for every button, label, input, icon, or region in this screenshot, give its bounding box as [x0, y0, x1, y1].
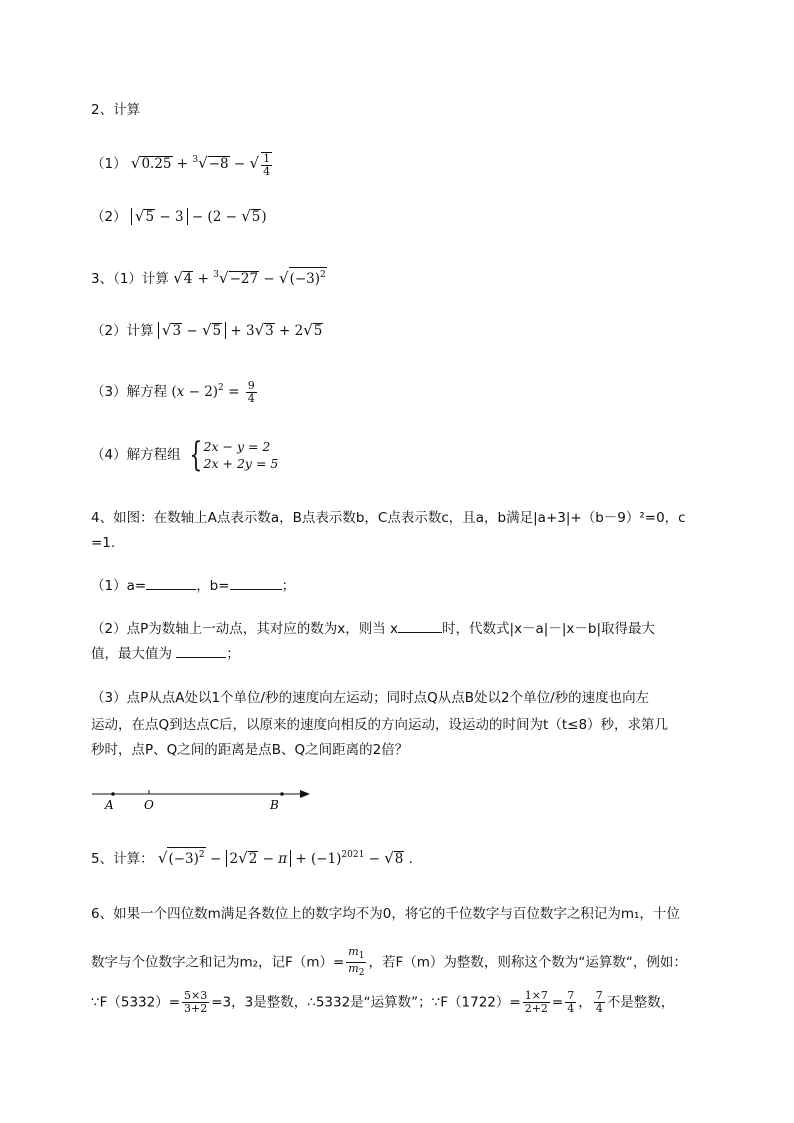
fraction-m1-m2: $\frac{m_1}{m_2}$ — [348, 945, 365, 978]
system-eq2: 2x + 2y = 5 — [203, 456, 279, 471]
q4-line2: =1. — [91, 535, 116, 551]
q2-part2 — [91, 206, 267, 227]
answer-blank-x[interactable] — [398, 620, 442, 633]
point-b-dot — [280, 792, 284, 796]
q6-line3: ∵F（5332）= $\frac{5\times 3}{3+2}$ =3，3是整数，∴5332是“运算数”；∵F（1722）= $\frac{1\times 7}{2+2}$ = $\frac{7}{4}$ ， $\frac{7}{4}$ 不是整数， — [91, 989, 675, 1015]
answer-blank-a[interactable] — [146, 577, 196, 590]
q4-part2-a: （2）点P为数轴上一动点，其对应的数为x，则当 x — [91, 621, 398, 637]
number-line-figure — [90, 784, 320, 812]
q5-prefix: 5、计算： — [91, 851, 154, 867]
q2-part2-label: （2） — [91, 209, 127, 225]
q6-line2-b: ，若F（m）为整数，则称这个数为“运算数“，例如： — [368, 954, 687, 971]
q3-part2-prefix: （2）计算 — [91, 323, 154, 339]
q2-part1-label: （1） — [91, 156, 127, 172]
answer-blank-max[interactable] — [176, 645, 226, 658]
q4-part3-line1: （3）点P从点A处以1个单位/秒的速度向左运动；同时点Q从点B处以2个单位/秒的速度也向左 — [91, 690, 650, 706]
answer-blank-b[interactable] — [230, 577, 282, 590]
fraction-7-4: $\frac{7}{4}$ — [567, 989, 575, 1015]
q3-part2-expr: √3 − √5 + 3√3 + 2√5 — [158, 323, 324, 339]
q4-part2-line1 — [91, 619, 655, 639]
q4-part2-b: 时，代数式|x－a|－|x－b|取得最大 — [442, 621, 656, 637]
q4-part1-b: ，b= — [196, 578, 230, 594]
q4-part1 — [91, 576, 295, 596]
q4-part1-end: ； — [281, 578, 296, 594]
q5-end: . — [408, 851, 413, 867]
q3-part1-expr: $√4 + ^3√-27 - √(-3)^2$ — [173, 269, 326, 287]
axis-label-b: B — [270, 798, 279, 812]
axis-label-o: O — [144, 798, 154, 812]
q3-part1-prefix: 3、（1）计算 — [91, 271, 169, 287]
brace-icon: { — [189, 435, 203, 475]
fraction-1722: $\frac{1\times 7}{2+2}$ — [524, 989, 548, 1015]
q6-line2-a: 数字与个位数字之和记为m₂，记F（m）= — [91, 954, 345, 971]
q3-part2 — [91, 320, 323, 341]
fraction-5332: $\frac{5\times 3}{3+2}$ — [184, 989, 208, 1015]
q6-line3-b: =3，3是整数，∴5332是“运算数”；∵F（1722）= — [211, 994, 521, 1011]
q3-part4-prefix: （4）解方程组 — [91, 447, 181, 463]
q4-line1: 4、如图：在数轴上A点表示数a，B点表示数b，C点表示数c，且a，b满足|a+3|+（b－9）²=0，c — [91, 510, 686, 526]
q2-part1-expr: √0.25 + $^3$√−8 − √ $\frac{1}{4}$ — [130, 151, 271, 178]
q6-line2 — [91, 946, 687, 979]
q3-part4 — [91, 435, 279, 475]
q3-part3-prefix: （3）解方程 — [91, 384, 168, 400]
arrow-icon — [300, 790, 310, 798]
axis-label-a: A — [105, 798, 114, 812]
q4-part2-end: ； — [226, 646, 240, 662]
q6-line1: 6、如果一个四位数m满足各数位上的数字均不为0，将它的千位数字与百位数字之积记为m₁，十位 — [91, 906, 680, 922]
q4-part2-c: 值，最大值为 — [91, 646, 172, 662]
point-a-dot — [111, 792, 115, 796]
q6-line3-c: ， — [578, 994, 592, 1011]
q5-expr: $√(-3)^2 - 2√2 - \pi + (-1)^{2021} - √8$ — [157, 849, 404, 867]
equation-system — [185, 435, 279, 475]
q4-part3-line2: 运动，在点Q到达点C后，以原来的速度向相反的方向运动，设运动的时间为t（t≤8）秒，求第几 — [91, 717, 669, 733]
q3-part3-expr: $(x - 2)^2$ = $\frac{9}{4}$ — [171, 379, 255, 405]
q5 — [91, 845, 413, 869]
q2-part1 — [91, 150, 274, 178]
q6-line3-d: 不是整数， — [606, 994, 675, 1011]
q3-part1 — [91, 265, 327, 289]
q4-part3-line3: 秒时，点P、Q之间的距离是点B、Q之间距离的2倍？ — [91, 742, 409, 758]
q6-line3-a: ∵F（5332）= — [91, 994, 181, 1011]
system-eq1: 2x − y = 2 — [203, 439, 271, 454]
q4-part1-a: （1）a= — [91, 578, 147, 594]
fraction-7-4-b: $\frac{7}{4}$ — [595, 989, 603, 1015]
q4-part2-line2 — [91, 644, 240, 664]
q3-part3 — [91, 378, 259, 405]
q2-title: 2、计算 — [91, 102, 141, 118]
q2-part2-expr: √5 − 3 − (2 − √5) — [131, 209, 267, 225]
